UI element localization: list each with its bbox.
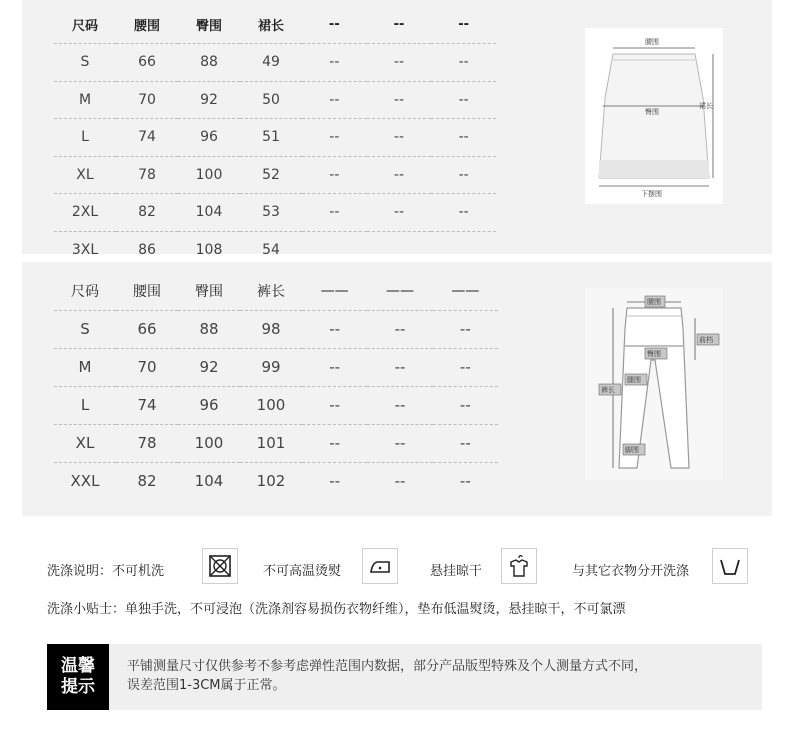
washing-tips: 洗涤小贴士：单独手洗，不可浸泡（洗涤剂容易损伤衣物纤维），垫布低温熨烫，悬挂晾干，不可氯漂 — [47, 602, 626, 617]
table-row — [54, 81, 496, 119]
table-cell: -- — [459, 358, 471, 376]
table-cell: 3XL — [71, 242, 99, 258]
skirt-length-label: 裙长 — [699, 102, 713, 110]
table-header: -- — [458, 17, 470, 32]
table-cell: -- — [394, 472, 406, 491]
table-cell: 2XL — [71, 204, 99, 221]
notice-badge-line2: 提示 — [61, 677, 95, 697]
table-cell: -- — [393, 204, 405, 221]
table-cell: M — [78, 91, 92, 108]
table-cell: 92 — [199, 358, 219, 376]
table-cell: 96 — [199, 396, 219, 414]
table-cell: 99 — [261, 358, 281, 376]
table-cell: -- — [329, 166, 340, 183]
low-iron-icon — [362, 548, 398, 584]
table-cell: 70 — [137, 358, 157, 376]
warm-notice — [47, 644, 762, 710]
table-cell: -- — [394, 320, 406, 338]
table-cell: 53 — [262, 204, 280, 221]
table-cell: -- — [394, 396, 406, 414]
table-cell: 82 — [137, 472, 157, 491]
table-cell: -- — [393, 129, 405, 146]
table-header: 臀围 — [195, 283, 223, 300]
table-cell: -- — [458, 91, 469, 108]
table-cell: 49 — [262, 54, 280, 71]
pants-waist-label: 腰围 — [647, 298, 661, 306]
table-row — [54, 462, 498, 500]
pants-thigh-label: 腿围 — [627, 376, 641, 384]
table-cell: -- — [458, 204, 469, 221]
notice-badge — [47, 644, 109, 710]
pants-size-table — [54, 272, 498, 500]
pants-leg-opening-label: 脚围 — [625, 446, 639, 454]
table-cell: -- — [393, 166, 405, 183]
table-row — [54, 348, 498, 386]
table-cell: 52 — [262, 166, 280, 183]
table-header-row — [54, 6, 496, 44]
table-cell: 51 — [262, 129, 280, 146]
table-cell: S — [80, 54, 90, 71]
table-row — [54, 156, 496, 194]
table-cell: -- — [393, 91, 405, 108]
table-cell: -- — [329, 91, 340, 108]
table-header: 臀围 — [195, 19, 222, 34]
separate-wash-label: 与其它衣物分开洗涤 — [572, 564, 690, 579]
table-cell: 98 — [261, 320, 281, 338]
table-cell: -- — [459, 396, 471, 414]
table-cell: 82 — [138, 204, 156, 221]
table-cell: M — [78, 358, 92, 376]
table-header: —— — [320, 282, 349, 299]
table-cell: 88 — [200, 54, 218, 71]
table-cell: XXL — [70, 472, 100, 491]
table-cell: -- — [329, 204, 340, 221]
hang-dry-icon — [501, 548, 537, 584]
notice-line-2: 误差范围1-3CM属于正常。 — [127, 678, 286, 693]
table-cell: -- — [394, 358, 406, 376]
table-row — [54, 386, 498, 424]
pants-length-label: 裤长 — [601, 386, 615, 394]
table-cell: 88 — [199, 320, 219, 338]
table-cell: 96 — [200, 129, 218, 146]
table-row — [54, 194, 496, 232]
table-cell: -- — [329, 320, 341, 338]
notice-line-1: 平铺测量尺寸仅供参考不参考虑弹性范围内数据，部分产品版型特殊及个人测量方式不同， — [127, 659, 648, 674]
iron-label: 不可高温烫熨 — [263, 564, 342, 579]
table-cell: -- — [458, 166, 469, 183]
table-header: 腰围 — [133, 19, 160, 34]
pants-front-rise-label: 前档 — [699, 336, 713, 344]
table-cell: -- — [329, 129, 340, 146]
table-cell: 66 — [138, 54, 156, 71]
table-cell: -- — [329, 434, 341, 452]
hand-wash-separately-icon — [712, 548, 748, 584]
table-cell: -- — [458, 129, 469, 146]
skirt-waist-label: 腰围 — [645, 38, 659, 46]
table-cell: -- — [459, 434, 471, 452]
table-header: —— — [451, 282, 480, 299]
table-cell: 100 — [195, 166, 223, 183]
skirt-size-table — [54, 6, 496, 269]
table-header: —— — [385, 282, 414, 299]
table-cell: 74 — [137, 396, 157, 414]
care-instructions — [0, 548, 790, 588]
table-cell: 101 — [256, 434, 286, 452]
table-cell: -- — [329, 54, 340, 71]
pants-measure-diagram — [585, 288, 723, 480]
table-cell: -- — [394, 434, 406, 452]
notice-badge-line1: 温馨 — [61, 656, 95, 676]
table-cell: 50 — [262, 91, 280, 108]
table-row — [54, 310, 498, 348]
table-cell: L — [80, 396, 90, 414]
table-cell: 54 — [262, 242, 280, 258]
table-header: -- — [393, 17, 405, 32]
notice-text — [127, 657, 747, 695]
table-cell: 104 — [195, 204, 223, 221]
table-cell: S — [80, 320, 90, 338]
table-header: 尺码 — [71, 283, 99, 300]
skirt-hip-label: 臀围 — [645, 108, 659, 116]
table-cell: 104 — [194, 472, 224, 491]
table-header: 裤长 — [257, 283, 285, 300]
table-cell: -- — [329, 396, 341, 414]
table-cell: XL — [76, 166, 94, 183]
table-header-row — [54, 272, 498, 310]
skirt-measure-diagram — [585, 28, 723, 204]
table-cell: 86 — [138, 242, 156, 258]
table-cell: 78 — [138, 166, 156, 183]
table-cell: 78 — [137, 434, 157, 452]
table-cell: -- — [329, 472, 341, 491]
table-cell: -- — [393, 54, 405, 71]
table-row — [54, 119, 496, 157]
table-header: -- — [328, 17, 340, 32]
table-cell: 92 — [200, 91, 218, 108]
table-cell: -- — [458, 54, 469, 71]
table-cell: -- — [459, 320, 471, 338]
table-cell: -- — [329, 358, 341, 376]
table-cell: 100 — [194, 434, 224, 452]
table-cell: 74 — [138, 129, 156, 146]
table-header: 尺码 — [71, 19, 98, 34]
skirt-outline — [599, 54, 709, 178]
table-cell: XL — [75, 434, 95, 452]
pants-hip-label: 臀围 — [647, 350, 661, 358]
table-cell: 108 — [195, 242, 223, 258]
table-cell: 100 — [256, 396, 286, 414]
skirt-hem-label: 下摆围 — [641, 190, 662, 198]
table-cell: 66 — [137, 320, 157, 338]
wash-label: 洗涤说明：不可机洗 — [47, 564, 165, 579]
no-machine-wash-icon — [202, 548, 238, 584]
hang-label: 悬挂晾干 — [430, 564, 483, 579]
table-cell: L — [81, 129, 89, 146]
table-cell: 102 — [256, 472, 286, 491]
table-cell: 70 — [138, 91, 156, 108]
table-header: 腰围 — [133, 283, 161, 300]
table-cell: -- — [459, 472, 471, 491]
table-row — [54, 44, 496, 82]
table-header: 裙长 — [257, 19, 284, 34]
table-row — [54, 424, 498, 462]
